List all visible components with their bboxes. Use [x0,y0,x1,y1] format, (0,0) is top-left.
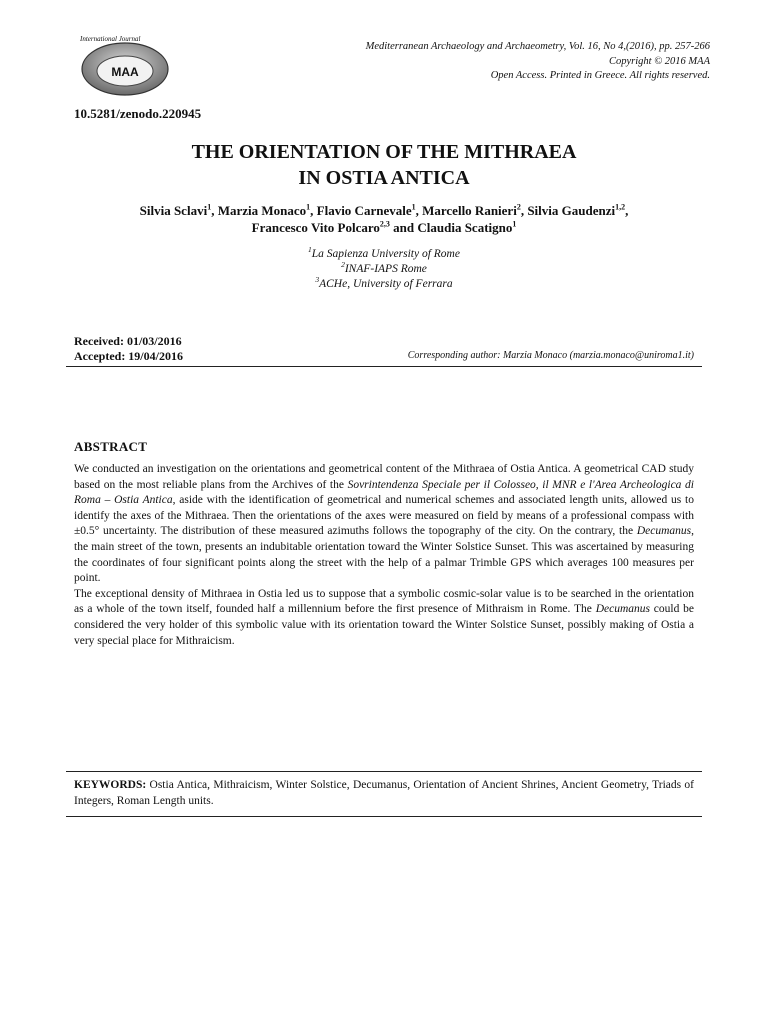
author-affiliation-mark: 2,3 [379,219,390,229]
logo-abbrev: MAA [111,65,139,79]
author-separator: , [520,203,528,218]
author-separator: , [415,203,423,218]
abstract-heading: ABSTRACT [74,439,148,454]
author-separator: , [625,203,629,218]
submission-dates [74,334,183,364]
keywords-section [74,778,694,809]
keywords-top-divider [66,771,702,772]
corresponding-author: Corresponding author: Marzia Monaco (marzia.monaco@uniroma1.it) [407,350,694,361]
journal-info [366,40,710,84]
author-affiliation-mark: 1 [411,202,416,212]
affiliation-number: 2 [341,260,345,270]
title-line-1: THE ORIENTATION OF THE MITHRAEA [191,141,577,163]
keywords-label: KEYWORDS: [74,779,147,791]
author: Claudia Scatigno [417,220,513,235]
journal-copyright: Copyright © 2016 MAA [608,55,710,67]
affiliation-item [0,262,768,277]
author-affiliation-mark: 1 [207,202,212,212]
author-separator: and [389,220,418,235]
accepted-date: Accepted: 19/04/2016 [74,349,183,363]
abstract-text: , aside with the identification of geometrical and numerical schemes and associated length units, allowed us to identify the axes of the Mithraea. Then the orientations of the axes were measured on field by means of a professional compass with ±0.5° uncertainty. The distribution of these measured azimuths follows the topography of the city. On the contrary, the [74,494,694,538]
keywords-text: Ostia Antica, Mithraicism, Winter Solstice, Decumanus, Orientation of Ancient Shrines, Ancient Geometry, Triads of Integers, Roman Length units. [74,779,695,807]
affiliations [0,247,768,292]
author-affiliation-mark: 2 [516,202,521,212]
affiliation-text: La Sapienza University of Rome [311,248,460,260]
journal-logo [80,35,170,97]
author: Francesco Vito Polcaro [251,220,380,235]
header-divider [66,366,702,367]
logo-arc-text: International Journal [80,35,141,43]
abstract-paragraph-1 [74,462,694,587]
doi[interactable]: 10.5281/zenodo.220945 [74,106,202,121]
received-date: Received: 01/03/2016 [74,334,182,348]
abstract-italic: Sovrintendenza Speciale per il Colosseo, il MNR e l'Area Archeologica di Roma – Ostia Antica [74,478,694,507]
abstract-paragraph-2 [74,587,694,649]
author-list [60,202,708,236]
abstract-body [74,462,694,649]
author-separator: , [310,203,317,218]
abstract-text: could be considered the very holder of this symbolic value with its orientation toward the Winter Solstice Sunset, possibly making of Ostia a very special place for Mithraicism. [74,603,694,647]
affiliation-item [0,247,768,262]
title-line-2: IN OSTIA ANTICA [298,167,470,189]
affiliation-number: 1 [308,245,312,255]
affiliation-text: ACHe, University of Ferrara [319,278,453,290]
abstract-text: , the main street of the town, presents an indubitable orientation toward the Winter Solstice Sunset. This was ascertained by measuring the coordinates of four significant points along the street with the help of a palmar Trimble GPS which averages 100 measures per point. [74,525,694,585]
abstract-italic: Decumanus [636,525,692,538]
affiliation-text: INAF-IAPS Rome [344,263,427,275]
journal-access: Open Access. Printed in Greece. All rights reserved. [490,70,710,81]
journal-citation: Mediterranean Archaeology and Archaeometry, Vol. 16, No 4,(2016), pp. 257-266 [365,41,710,52]
author-affiliation-mark: 1 [306,202,311,212]
abstract-text: The exceptional density of Mithraea in Ostia led us to suppose that a symbolic cosmic-solar value is to be searched in the orientation as a whole of the town itself, founded half a millennium before the first presence of Mithraism in Rome. The [74,587,694,616]
affiliation-number: 3 [315,275,320,285]
keywords-bottom-divider [66,816,702,817]
author-separator: , [211,203,218,218]
affiliation-item [0,277,768,292]
author: Silvia Sclavi [139,203,208,218]
author-affiliation-mark: 1 [512,219,517,229]
abstract-text: We conducted an investigation on the orientations and geometrical content of the Mithraea of Ostia Antica. A geometrical CAD study based on the most reliable plans from the Archives of the [74,463,694,491]
author-affiliation-mark: 1,2 [615,202,626,212]
author: Marzia Monaco [217,203,307,218]
abstract-italic: Decumanus [595,603,650,616]
paper-title [0,139,768,191]
author: Marcello Ranieri [422,203,517,218]
author: Flavio Carnevale [316,203,412,218]
author: Silvia Gaudenzi [527,203,616,218]
